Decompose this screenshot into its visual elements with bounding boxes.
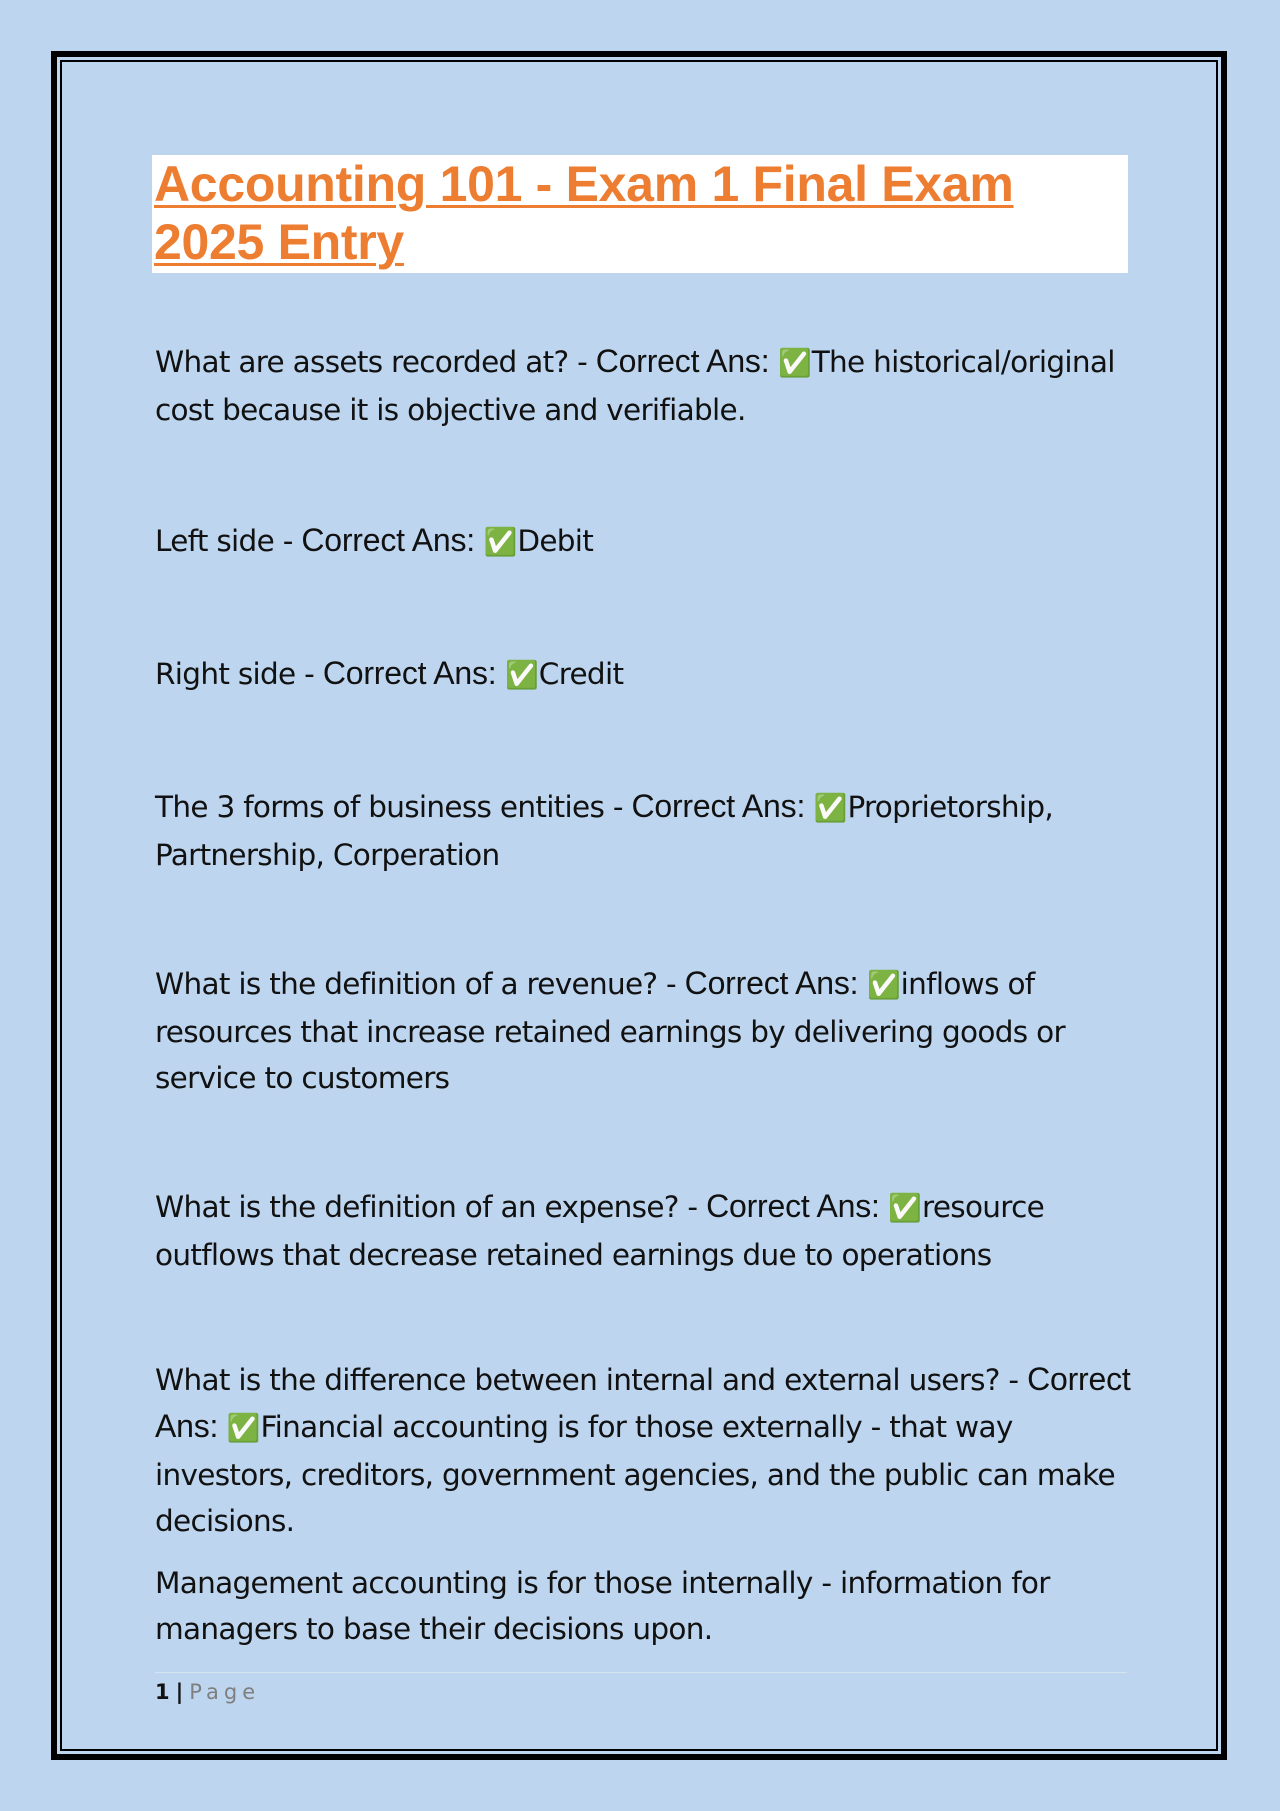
page-label: Page: [189, 1680, 261, 1704]
check-mark-icon: ✅: [888, 1193, 923, 1224]
qa-item-6: [155, 1183, 1145, 1278]
question-text: What is the definition of an expense? -: [155, 1190, 707, 1224]
check-mark-icon: ✅: [867, 970, 901, 1001]
question-text: What is the difference between internal and external users? -: [155, 1363, 1028, 1397]
footer-divider: [155, 1672, 1127, 1673]
correct-answer-label: Correct Ans:: [595, 343, 770, 379]
answer-text: Proprietorship, Partnership, Corperation: [155, 790, 1054, 872]
answer-text: resource outflows that decrease retained earnings due to operations: [155, 1190, 1045, 1272]
title-box: [152, 155, 1128, 273]
document-body: [155, 338, 1145, 1652]
correct-answer-label: Correct Ans:: [322, 655, 497, 691]
answer-text: Debit: [517, 524, 594, 558]
answer-text: Financial accounting is for those externally - that way investors, creditors, government agencies, and the public can make decisions.: [155, 1410, 1115, 1538]
page-footer: [155, 1679, 260, 1705]
correct-answer-label: Correct Ans:: [706, 1188, 880, 1224]
document-title: Accounting 101 - Exam 1 Final Exam 2025 Entry: [154, 156, 1014, 270]
question-text: Right side -: [155, 657, 323, 691]
correct-answer-label: Correct Ans:: [155, 1361, 1131, 1444]
qa-item-5: [155, 960, 1145, 1101]
question-text: The 3 forms of business entities -: [155, 790, 632, 824]
check-mark-icon: ✅: [813, 793, 848, 824]
extra-paragraph: Management accounting is for those internally - information for managers to base their decisions upon.: [155, 1566, 1050, 1646]
qa-item-7: [155, 1356, 1145, 1544]
footer-separator: |: [175, 1680, 184, 1704]
check-mark-icon: ✅: [483, 527, 518, 558]
check-mark-icon: ✅: [226, 1413, 261, 1444]
correct-answer-label: Correct Ans:: [684, 965, 859, 1001]
qa-item-4: [155, 783, 1145, 878]
answer-text: The historical/original cost because it is objective and verifiable.: [155, 345, 1115, 427]
page-number: 1: [155, 1680, 170, 1704]
answer-text: inflows of resources that increase retained earnings by delivering goods or service to customers: [155, 967, 1065, 1095]
correct-answer-label: Correct Ans:: [301, 522, 475, 558]
qa-item-1: [155, 338, 1145, 433]
answer-text: Credit: [538, 657, 624, 691]
question-text: What is the definition of a revenue? -: [155, 967, 685, 1001]
question-text: What are assets recorded at? -: [155, 345, 596, 379]
qa-item-3: [155, 650, 1145, 699]
qa-item-2: [155, 517, 1145, 566]
check-mark-icon: ✅: [778, 348, 812, 379]
check-mark-icon: ✅: [505, 660, 539, 691]
correct-answer-label: Correct Ans:: [631, 788, 806, 824]
question-text: Left side -: [155, 524, 302, 558]
